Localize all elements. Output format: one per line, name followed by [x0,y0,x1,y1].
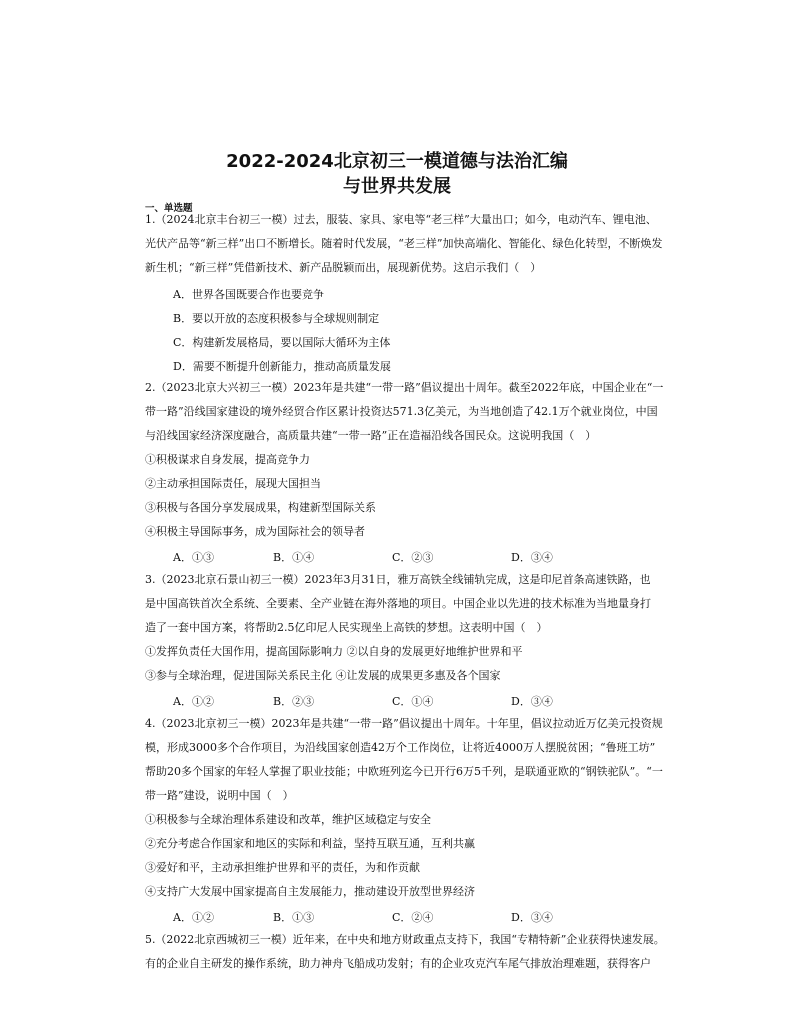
q4-option-b[interactable]: B．①③ [273,911,315,924]
q4-option-a[interactable]: A．①② [173,911,214,924]
q2-option-d[interactable]: D．③④ [511,551,553,564]
q4-statement: ②充分考虑合作国家和地区的实际和利益，坚持互联互通，互利共赢 [145,837,475,850]
q5-stem-line: 5.（2022北京西城初三一模）近年来，在中央和地方财政重点支持下，我国“专精特新”企业获得快速发展。 [145,933,665,946]
q2-statement: ①积极谋求自身发展，提高竞争力 [145,453,310,466]
q2-stem-line: 带一路”沿线国家建设的境外经贸合作区累计投资达571.3亿美元，为当地创造了42.1万个就业岗位，中国 [145,405,658,418]
q2-option-b[interactable]: B．①④ [273,551,315,564]
q1-option-b[interactable]: B．要以开放的态度积极参与全球规则制定 [173,312,380,325]
q1-stem-line: 1.（2024北京丰台初三一模）过去，服装、家具、家电等“老三样”大量出口；如今，电动汽车、锂电池、 [145,213,657,226]
q2-stem-line: 与沿线国家经济深度融合，高质量共建“一带一路”正在造福沿线各国民众。这说明我国（ ） [145,429,597,442]
q3-option-b[interactable]: B．②③ [273,695,315,708]
q4-statement: ④支持广大发展中国家提高自主发展能力，推动建设开放型世界经济 [145,885,475,898]
page-title: 2022-2024北京初三一模道德与法治汇编 [226,151,568,172]
q3-statement: ③参与全球治理，促进国际关系民主化 ④让发展的成果更多惠及各个国家 [145,669,501,682]
q3-stem-line: 是中国高铁首次全系统、全要素、全产业链在海外落地的项目。中国企业以先进的技术标准为当地量身打 [145,597,651,610]
q4-statement: ①积极参与全球治理体系建设和改革，维护区域稳定与安全 [145,813,431,826]
q3-option-c[interactable]: C．①④ [392,695,434,708]
q3-stem-line: 3.（2023北京石景山初三一模）2023年3月31日，雅万高铁全线铺轨完成，这是印尼首条高速铁路，也 [145,573,651,586]
q4-statement: ③爱好和平，主动承担维护世界和平的责任，为和作贡献 [145,861,420,874]
section-heading: 一、单选题 [145,203,193,214]
q4-option-d[interactable]: D．③④ [511,911,553,924]
q4-stem-line: 帮助20多个国家的年轻人掌握了职业技能；中欧班列迄今已开行6万5千列，是联通亚欧的“钢铁驼队”。“一 [145,765,663,778]
q3-statement: ①发挥负责任大国作用，提高国际影响力 ②以自身的发展更好地维护世界和平 [145,645,523,658]
q2-statement: ④积极主导国际事务，成为国际社会的领导者 [145,525,365,538]
q2-option-a[interactable]: A．①③ [173,551,214,564]
q1-stem-line: 新生机；“新三样”凭借新技术、新产品脱颖而出，展现新优势。这启示我们（ ） [145,261,542,274]
q1-stem-line: 光伏产品等“新三样”出口不断增长。随着时代发展，“老三样”加快高端化、智能化、绿色化转型，不断焕发 [145,237,663,250]
q2-statement: ③积极与各国分享发展成果，构建新型国际关系 [145,501,376,514]
q2-stem-line: 2.（2023北京大兴初三一模）2023年是共建“一带一路”倡议提出十周年。截至2022年底，中国企业在“一 [145,381,664,394]
q2-option-c[interactable]: C．②③ [392,551,434,564]
q3-stem-line: 造了一套中国方案，将帮助2.5亿印尼人民实现坐上高铁的梦想。这表明中国（ ） [145,621,548,634]
q4-stem-line: 带一路”建设，说明中国（ ） [145,789,294,802]
q3-option-d[interactable]: D．③④ [511,695,553,708]
q4-stem-line: 4.（2023北京初三一模）2023年是共建“一带一路”倡议提出十周年。十年里，倡议拉动近万亿美元投资规 [145,717,663,730]
q3-option-a[interactable]: A．①② [173,695,214,708]
q1-option-a[interactable]: A．世界各国既要合作也要竞争 [173,288,324,301]
q2-statement: ②主动承担国际责任，展现大国担当 [145,477,321,490]
page-subtitle: 与世界共发展 [343,176,451,197]
q5-stem-line: 有的企业自主研发的操作系统，助力神舟飞船成功发射；有的企业攻克汽车尾气排放治理难题，获得客户 [145,957,651,970]
q1-option-c[interactable]: C．构建新发展格局，要以国际大循环为主体 [173,336,391,349]
q1-option-d[interactable]: D．需要不断提升创新能力，推动高质量发展 [173,360,391,373]
q4-stem-line: 模，形成3000多个合作项目，为沿线国家创造42万个工作岗位，让将近4000万人摆脱贫困；“鲁班工坊” [145,741,656,754]
q4-option-c[interactable]: C．②④ [392,911,434,924]
